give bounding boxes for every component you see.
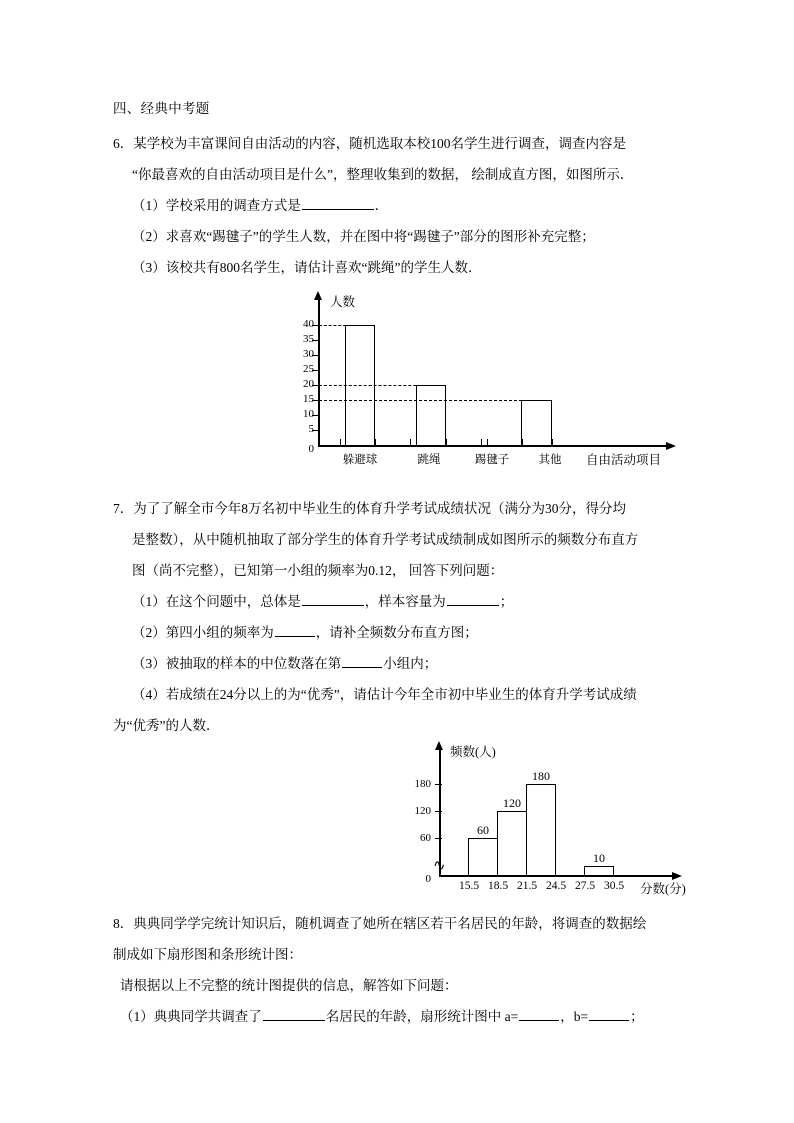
chart-q7-xlabel-30-5: 30.5 <box>603 880 625 892</box>
chart-q7-ytick-120 <box>435 811 442 812</box>
chart-q6-xtick-4 <box>446 439 447 446</box>
q7-line-1: 7．为了了解全市今年8万名初中毕业生的体育升学考试成绩状况（满分为30分，得分均 <box>113 501 626 516</box>
chart-q7-xlabel-24-5: 24.5 <box>545 880 567 892</box>
q8-line-2: 制成如下扇形图和条形统计图： <box>113 947 302 962</box>
chart-q7-bar-bin-1 <box>468 838 498 875</box>
chart-q7-x-axis <box>439 875 674 877</box>
q7-sub2-text-b: ，请补全频数分布直方图； <box>315 625 478 640</box>
chart-q6-xtick-3 <box>410 439 411 446</box>
q6-line-5: （3）该校共有800名学生，请估计喜欢“跳绳”的学生人数． <box>132 260 482 275</box>
chart-q6-bar-tiaosheng <box>416 385 446 445</box>
chart-q6-ytick-label-35: 35 <box>303 333 314 345</box>
q8-sub1-text-d: ； <box>630 1009 644 1024</box>
q8-sub1-text-b: 名居民的年龄，扇形统计图中 a= <box>325 1009 519 1024</box>
chart-q6-ytick-label-40: 40 <box>303 318 314 330</box>
chart-q7-bar-label-180: 180 <box>532 769 550 783</box>
q7-sub3-blank-group[interactable] <box>342 654 382 668</box>
q7-sub2-text-a: （2）第四小组的频率为 <box>132 625 274 640</box>
chart-q6-xtick-5 <box>481 439 482 446</box>
chart-q6-y-axis-label: 人数 <box>330 295 356 309</box>
chart-q7-ytick-180 <box>435 784 442 785</box>
chart-q6-ytick-label-0: 0 <box>308 443 314 455</box>
chart-q7-ytick-label-0: 0 <box>425 873 431 885</box>
q8-sub1-text-a: （1）典典同学共调查了 <box>120 1009 262 1024</box>
q7-sub-4: （4）若成绩在24分以上的为“优秀”，请估计今年全市初中毕业生的体育升学考试成绩 <box>132 687 637 702</box>
q7-sub3-text-b: 小组内； <box>383 656 438 671</box>
chart-q7-ytick-label-180: 180 <box>414 778 431 790</box>
q7-sub-2 <box>113 617 688 648</box>
question-8-block <box>113 908 688 1032</box>
chart-q7-xlabel-15-5: 15.5 <box>458 880 480 892</box>
q8-sub1-blank-count[interactable] <box>263 1007 325 1021</box>
chart-q6-y-axis-arrow <box>314 291 322 300</box>
q6-line-2: “你最喜欢的自由活动项目是什么”，整理收集到的数据， 绘制成直方图，如图所示． <box>132 167 634 182</box>
q6-line-4: （2）求喜欢“踢毽子”的学生人数，并在图中将“踢毽子”部分的图形补充完整； <box>132 229 595 244</box>
chart-q6-ytick-label-30: 30 <box>303 348 314 360</box>
chart-q6-ytick-label-20: 20 <box>303 378 314 390</box>
q8-sub1-blank-b[interactable] <box>589 1007 629 1021</box>
section-heading: 四、经典中考题 <box>113 101 210 116</box>
chart-q7-bar-label-60: 60 <box>477 823 489 837</box>
chart-q7-xlabel-27-5: 27.5 <box>574 880 596 892</box>
chart-q6-xlabel-tiaosheng: 跳绳 <box>417 454 441 466</box>
q7-sub1-text-a: （1）在这个问题中，总体是 <box>132 594 301 609</box>
chart-q6-xlabel-tijianzi: 踢毽子 <box>474 454 510 466</box>
chart-q7-ytick-60 <box>435 838 442 839</box>
q6-line-1: 6．某学校为丰富课间自由活动的内容，随机选取本校100名学生进行调查，调查内容是 <box>113 136 626 151</box>
question-6-block <box>113 128 688 283</box>
chart-q7-bar-bin-5 <box>584 866 614 875</box>
chart-q6-x-axis-arrow <box>666 442 676 450</box>
q7-sub1-blank-population[interactable] <box>302 592 364 606</box>
chart-q7-bar-bin-2 <box>497 811 527 875</box>
chart-q6-bar-qita <box>521 400 552 445</box>
q6-sub1-blank[interactable] <box>302 196 374 210</box>
chart-q6-x-axis <box>318 445 668 447</box>
chart-q7-bar-label-120: 120 <box>503 796 521 810</box>
q8-line-3: 请根据以上不完整的统计图提供的信息，解答如下问题： <box>120 978 458 993</box>
q7-sub3-text-a: （3）被抽取的样本的中位数落在第 <box>132 656 342 671</box>
q8-sub-1 <box>113 1001 688 1032</box>
chart-q6-xtick-6 <box>487 439 488 446</box>
chart-q6-ytick-label-15: 15 <box>303 393 314 405</box>
chart-q6-xlabel-qita: 其他 <box>538 454 562 466</box>
chart-q7-y-axis-label: 频数(人) <box>450 745 496 759</box>
q7-sub-3 <box>113 648 688 679</box>
q7-sub-1 <box>113 586 688 617</box>
chart-q6-y-axis <box>318 300 320 446</box>
q7-sub-4-cont: 为“优秀”的人数． <box>113 718 220 733</box>
chart-q6-bar-chart <box>300 288 700 478</box>
q7-sub2-blank-frequency[interactable] <box>275 623 315 637</box>
chart-q6-xtick-1 <box>340 439 341 446</box>
q7-sub1-blank-samplesize[interactable] <box>447 592 499 606</box>
chart-q7-bar-label-10: 10 <box>593 851 605 865</box>
q6-line-3 <box>113 190 688 221</box>
chart-q6-ytick-label-10: 10 <box>303 408 314 420</box>
q7-sub1-text-c: ； <box>499 594 514 609</box>
q6-sub1-text: （1）学校采用的调查方式是 <box>132 198 301 213</box>
q7-line-2: 是整数），从中随机抽取了部分学生的体育升学考试成绩制成如图所示的频数分布直方 <box>132 532 639 547</box>
chart-q7-xlabel-21-5: 21.5 <box>516 880 538 892</box>
q7-line-3: 图（尚不完整），已知第一小组的频率为0.12， 回答下列问题： <box>132 563 504 578</box>
q8-line-1: 8．典典同学学完统计知识后，随机调查了她所在辖区若干名居民的年龄，将调查的数据绘 <box>113 916 647 931</box>
chart-q6-bar-duobiqiu <box>345 325 375 445</box>
q6-sub1-tail: ． <box>374 198 389 213</box>
chart-q6-xlabel-duobiqiu: 躲避球 <box>342 454 378 466</box>
chart-q7-y-axis-arrow <box>435 741 443 750</box>
question-7-block <box>113 493 688 741</box>
chart-q6-x-axis-label: 自由活动项目 <box>586 453 662 467</box>
chart-q6-ytick-label-25: 25 <box>303 363 314 375</box>
chart-q7-ytick-label-60: 60 <box>420 832 431 844</box>
chart-q6-xtick-2 <box>375 439 376 446</box>
chart-q7-axis-break-icon: ∿ <box>433 856 446 874</box>
chart-q7-xlabel-18-5: 18.5 <box>487 880 509 892</box>
q7-sub1-text-b: ，样本容量为 <box>364 594 446 609</box>
q8-sub1-text-c: ，b= <box>560 1009 589 1024</box>
chart-q7-frequency-histogram <box>408 740 708 905</box>
chart-q6-xtick-8 <box>552 439 553 446</box>
q8-sub1-blank-a[interactable] <box>519 1007 559 1021</box>
chart-q7-x-axis-label: 分数(分) <box>640 882 686 896</box>
chart-q7-ytick-label-120: 120 <box>414 805 431 817</box>
chart-q6-ytick-label-5: 5 <box>308 423 314 435</box>
